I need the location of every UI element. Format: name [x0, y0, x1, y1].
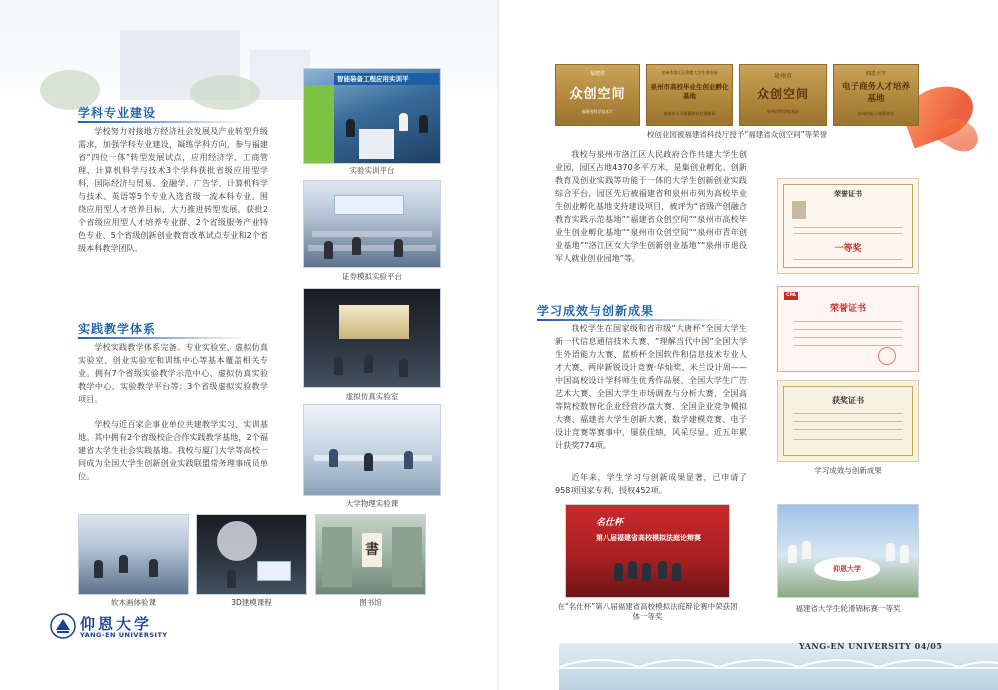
person: [364, 355, 373, 373]
logo-chinese-name: 仰恩大学: [80, 615, 153, 633]
person: [399, 113, 408, 131]
footer-page-label: YANG-EN UNIVERSITY 04/05: [799, 641, 943, 651]
bookshelf: [392, 527, 422, 587]
plaque-quanzhou-maker-space: 泉州市 众创空间 泉州市科学技术局: [739, 64, 827, 126]
person: [364, 453, 373, 471]
logo-english-name: YANG-EN UNIVERSITY: [80, 631, 168, 639]
securities-lab-caption: 证券模拟实验平台: [342, 272, 402, 281]
plaque-ecommerce-training-base: 仰恩大学 电子商务人才培养基地 泉州市电子商务协会: [833, 64, 919, 126]
title-underline: [537, 319, 737, 321]
plaque-quanzhou-incubation-base: 泉州市洛江区仰恩大学生创业园 泉州市高校毕业生创业孵化基地 泉州市人力资源和社会保障局: [646, 64, 733, 126]
library-sign: 書: [362, 533, 382, 567]
softwood-class-photo: [78, 514, 189, 595]
bookshelf: [322, 527, 352, 587]
person: [672, 563, 681, 581]
person: [119, 555, 128, 573]
discipline-body-text: 学校努力对接地方经济社会发展及产业转型升级需求，加强学科专业建设，凝练学科方向，参与福建省“四位一体”转型发展试点，应用经济学、工商管理、计算机科学与技术3个学科获批省级应用型学科，国际经济与贸易、金融学、广告学、计算机科学与技术、英语等5个专业入选省级一流本科专业。围绕应用型人才培养目标，大力推进转型发展，获批2个省级应用型人才培养专业群、2个省级服务产业特色专业、5个省级创新创业教育改革试点专业和2个省级本科教学团队。: [78, 126, 268, 253]
seal-stamp: [878, 347, 896, 365]
achievements-body-text-1: 我校学生在国家级和省市级“大唐杯”全国大学生新一代信息通信技术大赛、“理解当代中国”全国大学生外语能力大赛、蓝桥杯全国软件和信息技术专业人才大赛、两岸新锐设计竞赛·华灿奖、米兰设计周——中国高校设计学科师生优秀作品展、全国大学生广告艺术大赛、全国大学生市场调查与分析大赛、全国高等院校数智化企业经营沙盘大赛、全国企业竞争模拟大赛、福建省大学生创新大赛、数学建模竞赛、电子设计竞赛等赛事中，屡获佳绩，风采尽显。近五年累计获奖774项。: [555, 323, 747, 450]
practice-body-text-1: 学校实践教学体系完备。专业实验室、虚拟仿真实验室、创业实验室和训练中心等基本覆盖相关专业。拥有7个省级实验教学示范中心、虚拟仿真实验教学中心、实验教学平台等；3个省级虚拟实验教学项目。: [78, 342, 268, 404]
modeling-class-caption: 3D建模课程: [231, 598, 272, 607]
person: [642, 563, 651, 581]
campus-tree: [190, 75, 260, 110]
projector-screen: [334, 195, 404, 215]
desk-row: [312, 231, 432, 237]
physics-lab-photo: [303, 404, 441, 496]
plaques-caption: 校创业园被福建省科技厅授予“福建省众创空间”等荣誉: [646, 130, 828, 139]
person: [346, 119, 355, 137]
library-caption: 图书馆: [359, 598, 382, 607]
person: [802, 541, 811, 559]
lab-green-panel: [304, 85, 334, 164]
person: [628, 561, 637, 579]
certificate-first-prize: 荣誉证书 一等奖: [777, 178, 919, 274]
securities-lab-photo: [303, 180, 441, 268]
lab-model: [359, 129, 394, 159]
modeling-class-photo: [196, 514, 307, 595]
title-underline: [78, 121, 248, 123]
skate-banner: 仰恩大学: [814, 557, 880, 581]
moot-court-photo: [565, 504, 730, 598]
moot-banner: 第八届福建省高校模拟法庭论辩赛: [596, 534, 701, 542]
university-emblem-icon: [50, 613, 76, 639]
virtual-lab-caption: 虚拟仿真实验室: [345, 392, 399, 401]
lab-training-caption: 实验实训平台: [349, 166, 395, 175]
person: [94, 560, 103, 578]
startup-park-body-text: 我校与泉州市洛江区人民政府合作共建大学生创业园，园区占地4370多平方米，是集创业孵化、创新教育及创业实践等功能于一体的大学生创新创业实践综合平台，园区先后被福建省和泉州市列为高校毕业生创业孵化基地支持建设项目，被评为“省级产创融合教育实践示范基地”“福建省众创空间”“泉州市高校毕业生创业孵化基地”“泉州市众创空间”“泉州市青年创业基地”“洛江区女大学生创新创业基地”“泉州市退役军人就业创业园地”等。: [555, 149, 747, 263]
softwood-class-caption: 软木画体验课: [111, 598, 156, 607]
person: [886, 543, 895, 561]
section-title-achievements: 学习成效与创新成果: [537, 304, 655, 318]
person: [788, 545, 797, 563]
person: [658, 561, 667, 579]
person: [404, 451, 413, 469]
person: [324, 241, 333, 259]
lab-sign: 智能装备工程应用实训平: [334, 73, 439, 85]
roller-skating-photo: [777, 504, 919, 598]
person: [352, 237, 361, 255]
virtual-lab-photo: [303, 288, 441, 388]
student-photo: [792, 201, 806, 219]
person: [227, 570, 236, 588]
certificates-caption: 学习成效与创新成果: [814, 466, 882, 475]
roller-skating-caption: 福建省大学生轮滑锦标赛一等奖: [795, 604, 901, 613]
certificate-honor: CPA 荣誉证书: [777, 286, 919, 372]
physics-lab-caption: 大学物理实验课: [345, 499, 399, 508]
moot-brand: 名仕杯: [596, 518, 624, 528]
person: [329, 449, 338, 467]
person: [334, 357, 343, 375]
section-title-practice: 实践教学体系: [78, 322, 157, 336]
achievements-body-text-2: 近年来，学生学习与创新成果显著，已申请了958项国家专利，授权452项。: [555, 472, 747, 495]
moot-court-caption: 在“名仕杯”第八届福建省高校模拟法庭辩论赛中荣获团体一等奖: [557, 602, 738, 621]
page-spine: [497, 0, 501, 690]
certificate-award: 获奖证书: [777, 380, 919, 462]
person: [614, 563, 623, 581]
section-title-discipline: 学科专业建设: [78, 106, 157, 120]
lab-training-photo: [303, 68, 441, 164]
title-underline: [78, 337, 248, 339]
library-photo: [315, 514, 426, 595]
person: [900, 545, 909, 563]
practice-body-text-2: 学校与近百家企事业单位共建教学实习、实训基地。其中拥有2个省级校企合作实践教学基地，2个福建省大学生社会实践基地。我校与厦门大学等高校一同成为全国大学生创新创业实践联盟常务理事成员单位。: [78, 419, 268, 481]
right-page: [499, 0, 998, 690]
person: [149, 559, 158, 577]
virtual-screen: [339, 305, 409, 339]
person: [399, 359, 408, 377]
cert-badge: CPA: [784, 292, 798, 300]
university-logo: [50, 611, 210, 641]
person: [419, 115, 428, 133]
person: [394, 239, 403, 257]
plaque-fujian-maker-space: 福建省 众创空间 福建省科学技术厅: [555, 64, 640, 126]
monitor: [257, 561, 291, 581]
bust-figure: [217, 521, 257, 561]
